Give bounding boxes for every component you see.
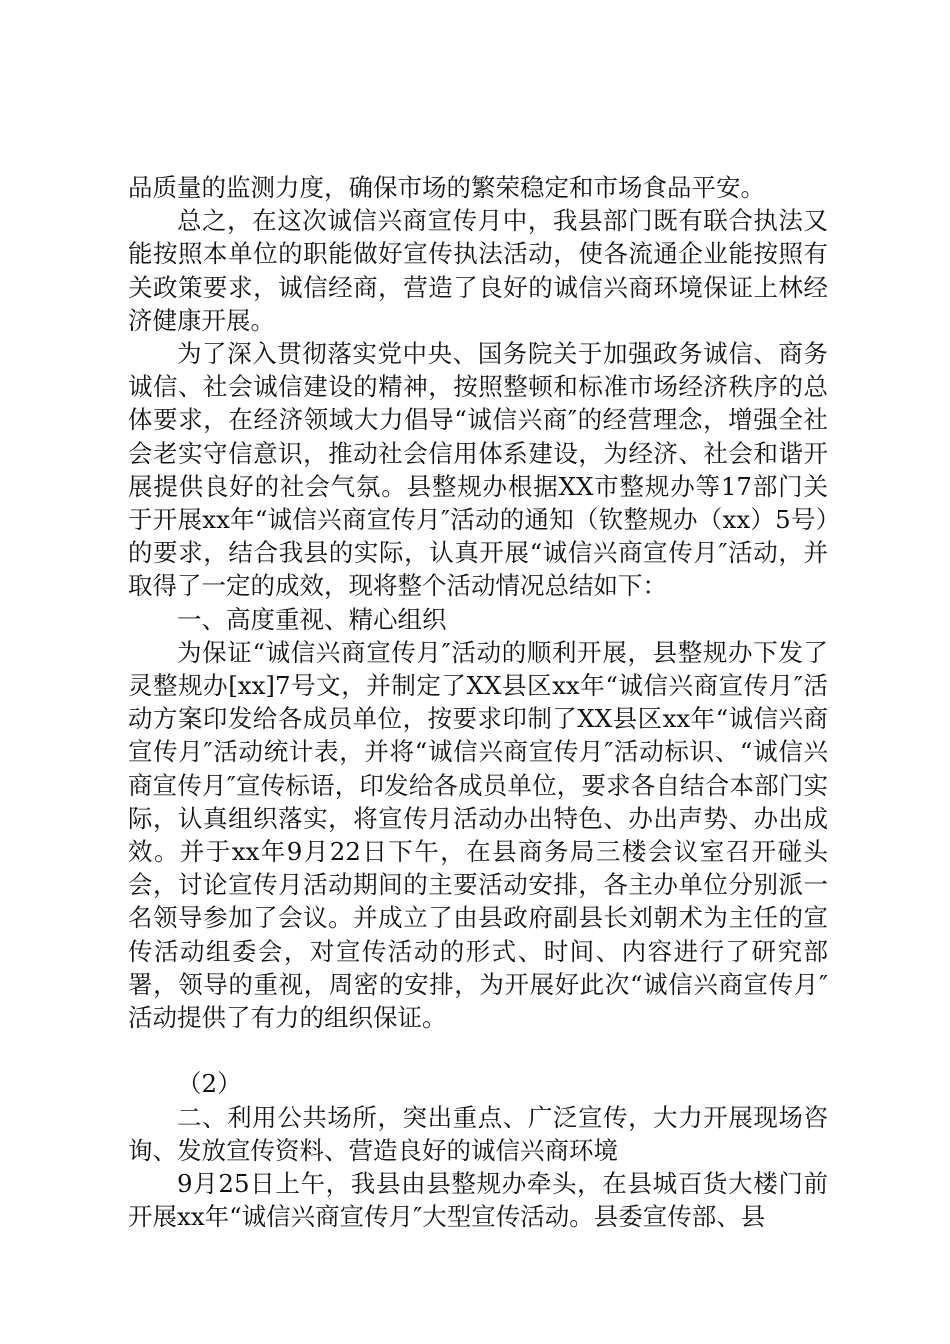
paragraph-organization: 为保证“诚信兴商宣传月″活动的顺利开展，县整规办下发了灵整规办[xx]7号文，并制定了XX县区xx年“诚信兴商宣传月″活动方案印发给各成员单位，按要求印制了XX县区xx年“诚信兴商宣传月″活动统计表，并将“诚信兴商宣传月″活动标识、“诚信兴商宣传月″宣传标语，印发给各成员单位，要求各自结合本部门实际，认真组织落实，将宣传月活动办出特色、办出声势、办出成效。并于xx年9月22日下午，在县商务局三楼会议室召开碰头会，讨论宣传月活动期间的主要活动安排，各主办单位分别派一名领导参加了会议。并成立了由县政府副县长刘朝术为主任的宣传活动组委会，对宣传活动的形式、时间、内容进行了研究部署，领导的重视，周密的安排，为开展好此次“诚信兴商宣传月″活动提供了有力的组织保证。 xyxy=(128,637,828,1033)
paragraph-event: 9月25日上午，我县由县整规办牵头，在县城百货大楼门前开展xx年“诚信兴商宣传月″大型宣传活动。县委宣传部、县 xyxy=(128,1169,828,1232)
page-number-marker: （2） xyxy=(177,1069,242,1099)
section-heading-2: 二、利用公共场所，突出重点、广泛宣传，大力开展现场咨询、发放宣传资料、营造良好的诚信兴商环境 xyxy=(128,1102,828,1165)
section-heading-1: 一、高度重视、精心组织 xyxy=(177,604,447,634)
paragraph-continued: 品质量的监测力度，确保市场的繁荣稳定和市场食品平安。 xyxy=(128,173,765,202)
blank-line xyxy=(128,1034,828,1067)
paragraph-introduction: 为了深入贯彻落实党中央、国务院关于加强政务诚信、商务诚信、社会诚信建设的精神，按照整顿和标准市场经济秩序的总体要求，在经济领域大力倡导“诚信兴商″的经营理念，增强全社会老实守信意识，推动社会信用体系建设，为经济、社会和谐开展提供良好的社会气氛。县整规办根据XX市整规办等17部门关于开展xx年“诚信兴商宣传月″活动的通知（钦整规办（xx）5号）的要求，结合我县的实际，认真开展“诚信兴商宣传月″活动，并取得了一定的成效，现将整个活动情况总结如下： xyxy=(128,339,828,601)
document-body xyxy=(128,171,828,1233)
paragraph-summary: 总之，在这次诚信兴商宣传月中，我县部门既有联合执法又能按照本单位的职能做好宣传执法活动，使各流通企业能按照有关政策要求，诚信经商，营造了良好的诚信兴商环境保证上林经济健康开展。 xyxy=(128,206,828,335)
